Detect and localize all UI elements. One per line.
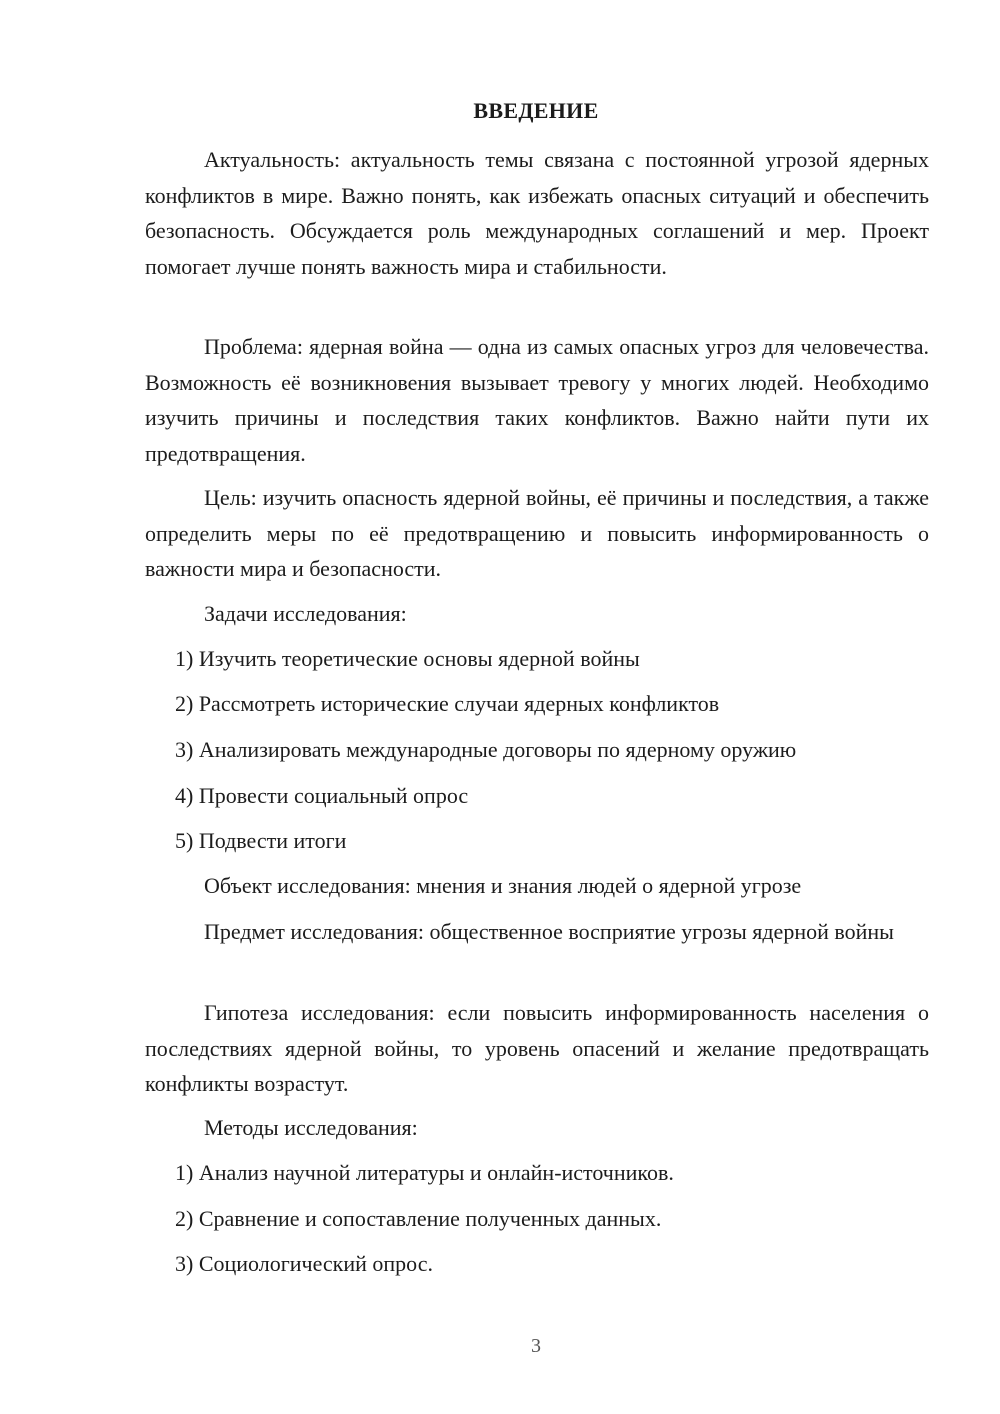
method-item-1: 1) Анализ научной литературы и онлайн-источников. <box>175 1160 674 1185</box>
methods-heading: Методы исследования: <box>204 1115 418 1140</box>
tasks-heading: Задачи исследования: <box>204 601 407 626</box>
task-item-3: 3) Анализировать международные договоры по ядерному оружию <box>175 737 797 762</box>
goal-paragraph: Цель: изучить опасность ядерной войны, её причины и последствия, а также определить меры по её предотвращению и повысить информированность о важности мира и безопасности. <box>145 485 929 581</box>
relevance-paragraph: Актуальность: актуальность темы связана с постоянной угрозой ядерных конфликтов в мире. Важно понять, как избежать опасных ситуаций и обеспечить безопасность. Обсуждается роль международных соглашений и мер. Проект помогает лучше понять важность мира и стабильности. <box>145 147 929 279</box>
task-item-1: 1) Изучить теоретические основы ядерной войны <box>175 646 640 671</box>
method-item-2: 2) Сравнение и сопоставление полученных данных. <box>175 1206 662 1231</box>
task-item-5: 5) Подвести итоги <box>175 828 347 853</box>
problem-paragraph: Проблема: ядерная война — одна из самых опасных угроз для человечества. Возможность её возникновения вызывает тревогу у многих людей. Необходимо изучить причины и последствия таких конфликтов. Важно найти пути их предотвращения. <box>145 334 929 466</box>
method-item-3: 3) Социологический опрос. <box>175 1251 433 1276</box>
task-item-2: 2) Рассмотреть исторические случаи ядерных конфликтов <box>175 691 720 716</box>
task-item-4: 4) Провести социальный опрос <box>175 783 469 808</box>
section-title: ВВЕДЕНИЕ <box>473 98 599 123</box>
object-line: Объект исследования: мнения и знания людей о ядерной угрозе <box>204 873 802 898</box>
hypothesis-paragraph: Гипотеза исследования: если повысить информированность населения о последствиях ядерной войны, то уровень опасений и желание предотвращать конфликты возрастут. <box>145 1000 929 1096</box>
page-number: 3 <box>531 1335 541 1357</box>
subject-paragraph: Предмет исследования: общественное восприятие угрозы ядерной войны <box>204 919 894 944</box>
